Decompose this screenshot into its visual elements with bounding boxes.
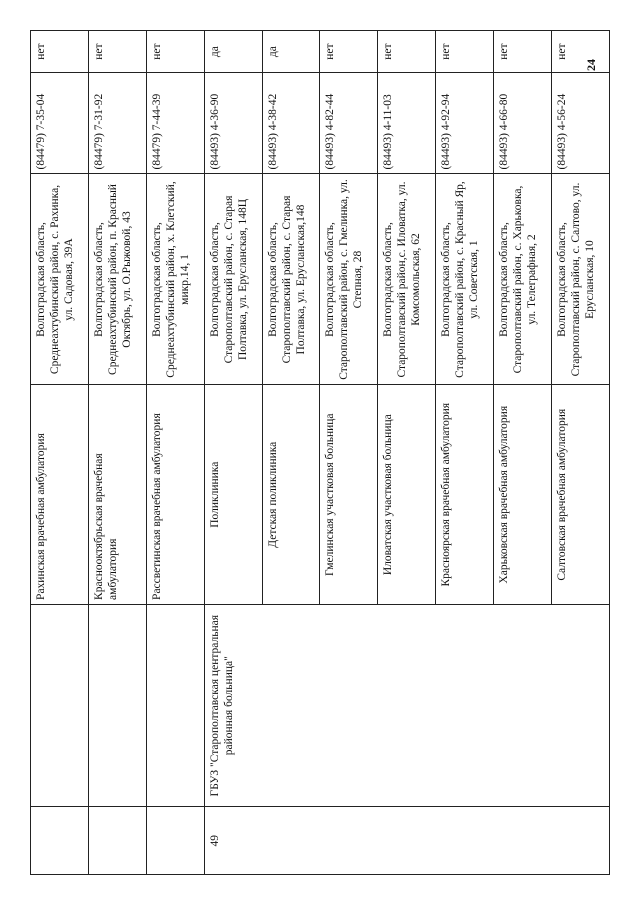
flag-cell: нет <box>146 31 204 73</box>
address-cell: Волгоградская область, Старополтавский район, с. Старая Полтавка, ул. Ерусланская,148 <box>262 174 320 385</box>
unit-name-cell: Иловатская участковая больница <box>378 385 436 604</box>
unit-name-cell: Харьковская врачебная амбулатория <box>494 385 552 604</box>
address-cell: Волгоградская область, Среднеахтубинский район, с. Рахинка, ул. Садовая, 39А <box>31 174 89 385</box>
phone-cell: (84493) 4-38-42 <box>262 73 320 174</box>
blank-cell <box>88 807 146 875</box>
address-cell: Волгоградская область, Старополтавский район, с. Красный Яр, ул. Советская, 1 <box>436 174 494 385</box>
unit-name-cell: Красноярская врачебная амбулатория <box>436 385 494 604</box>
blank-cell <box>146 604 204 807</box>
blank-cell <box>31 604 89 807</box>
facilities-table <box>30 30 610 875</box>
phone-cell: (84493) 4-56-24 <box>552 73 610 174</box>
flag-cell: нет <box>320 31 378 73</box>
phone-cell: (84479) 7-35-04 <box>31 73 89 174</box>
phone-cell: (84479) 7-44-39 <box>146 73 204 174</box>
flag-cell: нет <box>552 31 610 73</box>
flag-cell: да <box>204 31 262 73</box>
address-cell: Волгоградская область, Среднеахтубинский район, х. Клетский, микр.14, 1 <box>146 174 204 385</box>
address-cell: Волгоградская область, Старополтавский район, с. Харьковка, ул. Телеграфная, 2 <box>494 174 552 385</box>
institution-number-cell: 49 <box>204 807 609 875</box>
blank-cell <box>146 807 204 875</box>
unit-name-cell: Рахинская врачебная амбулатория <box>31 385 89 604</box>
phone-cell: (84493) 4-11-03 <box>378 73 436 174</box>
blank-cell <box>31 807 89 875</box>
phone-cell: (84493) 4-92-94 <box>436 73 494 174</box>
address-cell: Волгоградская область, Старополтавский район, с. Гмелинка, ул. Степная, 28 <box>320 174 378 385</box>
table-row <box>31 31 89 875</box>
flag-cell: нет <box>31 31 89 73</box>
address-cell: Волгоградская область, Старополтавский район, с. Старая Полтавка, ул. Ерусланская, 148Ц <box>204 174 262 385</box>
phone-cell: (84493) 4-82-44 <box>320 73 378 174</box>
table-row <box>146 31 204 875</box>
phone-cell: (84493) 4-36-90 <box>204 73 262 174</box>
phone-cell: (84493) 4-66-80 <box>494 73 552 174</box>
table-row <box>88 31 146 875</box>
address-cell: Волгоградская область, Старополтавский район, с. Салтово, ул. Ерусланская, 10 <box>552 174 610 385</box>
address-cell: Волгоградская область, Среднеахтубинский район, п. Красный Октябрь, ул. О.Рыжовой, 43 <box>88 174 146 385</box>
flag-cell: да <box>262 31 320 73</box>
flag-cell: нет <box>378 31 436 73</box>
page-number: 24 <box>584 59 598 71</box>
phone-cell: (84479) 7-31-92 <box>88 73 146 174</box>
address-cell: Волгоградская область, Старополтавский район,с. Иловатка, ул. Комсомольская, 62 <box>378 174 436 385</box>
unit-name-cell: Салтовская врачебная амбулатория <box>552 385 610 604</box>
flag-cell: нет <box>494 31 552 73</box>
table-row <box>204 31 262 875</box>
flag-cell: нет <box>436 31 494 73</box>
unit-name-cell: Рассветинская врачебная амбулатория <box>146 385 204 604</box>
flag-cell: нет <box>88 31 146 73</box>
unit-name-cell: Гмелинская участковая больница <box>320 385 378 604</box>
unit-name-cell: Детская поликлиника <box>262 385 320 604</box>
unit-name-cell: Краснооктябрьская врачебная амбулатория <box>88 385 146 604</box>
unit-name-cell: Поликлиника <box>204 385 262 604</box>
blank-cell <box>88 604 146 807</box>
rotated-table-wrapper <box>30 30 610 875</box>
institution-name-cell: ГБУЗ "Старополтавская центральная районная больница" <box>204 604 609 807</box>
